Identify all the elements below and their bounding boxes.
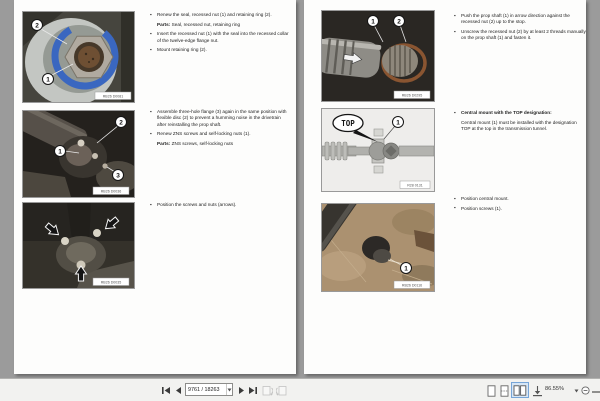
previous-page-button[interactable]	[173, 384, 183, 397]
photo-seal-retaining-ring	[23, 12, 134, 102]
svg-text:RB26 D0295: RB26 D0295	[401, 93, 423, 98]
previous-page-icon	[175, 386, 182, 395]
callout-number: 1	[58, 148, 62, 156]
callout-1	[393, 117, 404, 128]
callout-1	[55, 146, 66, 157]
instruction-text: Position the screws and nuts (arrows).	[157, 202, 237, 207]
photo-prop-shaft-push	[322, 11, 434, 101]
continuous-view-button[interactable]	[498, 384, 510, 397]
photo-central-mount	[322, 204, 434, 291]
callout-number: 1	[46, 76, 50, 84]
next-view-button[interactable]	[275, 384, 288, 397]
instruction-text: Mount retaining ring (2).	[157, 47, 207, 53]
figure-label	[400, 181, 430, 189]
callout-number: 2	[397, 18, 401, 26]
fit-page-icon	[532, 385, 543, 397]
instruction-block-1	[454, 13, 586, 45]
last-page-icon	[248, 386, 258, 395]
svg-text:RB26 D0036: RB26 D0036	[100, 189, 122, 194]
next-view-icon	[276, 385, 287, 396]
zoom-out-icon	[581, 386, 590, 395]
figure-label	[95, 92, 131, 100]
instruction-heading: Central mount with the TOP designation:	[461, 110, 552, 115]
callout-1	[401, 263, 412, 274]
list-item	[150, 31, 290, 44]
two-page-view-button[interactable]	[511, 382, 529, 398]
page-number-combo[interactable]	[185, 383, 233, 396]
next-page-button[interactable]	[236, 384, 246, 397]
zoom-percent-value[interactable]: 86.55%	[545, 386, 564, 392]
chevron-down-icon	[574, 389, 579, 393]
continuous-page-icon	[500, 385, 509, 397]
instruction-text: Renew the seal, recessed nut (1) and retaining ring (2).	[157, 12, 272, 17]
parts-text: Seal, recessed nut, retaining ring	[170, 21, 241, 27]
callout-number: 1	[371, 18, 375, 26]
two-page-icon	[513, 385, 527, 396]
zoom-out-button[interactable]	[580, 384, 591, 397]
instruction-text: Insert the recessed nut (1) with the seal into the recessed collar of the twelve-edge flange nut.	[157, 31, 289, 43]
list-item	[454, 13, 586, 26]
instruction-text: Unscrew the recessed nut (2) by at least 2 threads manually on the prop shaft (1) and fasten it.	[461, 29, 586, 41]
callout-number: 2	[35, 22, 39, 30]
parts-text: ZNS screws, self-locking nuts	[170, 141, 234, 146]
chevron-down-icon	[227, 388, 232, 392]
list-item	[150, 47, 290, 53]
instruction-text: Position screws (1).	[461, 205, 502, 211]
page-combo-dropdown[interactable]	[226, 384, 232, 395]
figure-label	[394, 281, 430, 289]
figure-label	[394, 91, 430, 99]
callout-number: 2	[119, 119, 123, 127]
top-designation-badge	[333, 115, 363, 132]
instruction-block-2	[150, 109, 290, 151]
list-item	[150, 131, 290, 137]
svg-text:RB26 D0035: RB26 D0035	[100, 280, 122, 285]
callout-number: 3	[116, 172, 120, 180]
photo-three-hole-flange	[23, 111, 134, 197]
callout-number: 1	[404, 265, 408, 273]
document-page-left	[14, 0, 296, 374]
figure-prop-shaft-push	[321, 10, 435, 102]
instruction-block-3	[454, 196, 586, 215]
figure-screws-nuts-arrows	[22, 202, 135, 289]
next-page-icon	[238, 386, 245, 395]
svg-text:RB26 D0081: RB26 D0081	[102, 94, 124, 99]
callout-number: 1	[396, 119, 400, 127]
first-page-icon	[161, 386, 171, 395]
callout-3	[113, 170, 124, 181]
parts-label: Parts:	[157, 21, 171, 27]
top-label: TOP	[341, 118, 355, 128]
last-page-button[interactable]	[246, 384, 259, 397]
single-page-view-button[interactable]	[485, 384, 497, 397]
drawing-central-mount-top	[322, 109, 434, 191]
instruction-block-3	[150, 202, 290, 212]
first-page-button[interactable]	[159, 384, 172, 397]
figure-label	[93, 278, 129, 286]
figure-seal-retaining-ring	[22, 11, 135, 103]
list-item	[454, 196, 586, 202]
document-page-right	[304, 0, 586, 374]
instruction-block-2	[454, 110, 586, 136]
parts-label: Parts:	[157, 141, 171, 146]
list-item	[150, 12, 290, 18]
single-page-icon	[487, 385, 496, 397]
instruction-text: Central mount (1) must be installed with the designation TOP at the top in the transmission tunnel.	[461, 119, 577, 131]
svg-text:R28 0131: R28 0131	[407, 183, 423, 188]
previous-view-button[interactable]	[261, 384, 274, 397]
photo-screws-nuts-arrows	[23, 203, 134, 288]
parts-line	[150, 22, 290, 28]
instruction-text: Renew ZNS screws and self-locking nuts (1).	[157, 131, 251, 137]
figure-central-mount-photo	[321, 203, 435, 292]
list-item	[150, 202, 290, 208]
list-item	[454, 29, 586, 42]
list-item	[454, 120, 586, 133]
zoom-slider[interactable]	[592, 391, 600, 393]
callout-1	[368, 16, 379, 27]
zoom-dropdown-button[interactable]	[572, 384, 580, 397]
parts-line	[150, 141, 290, 147]
callout-2	[32, 20, 43, 31]
page-number-input[interactable]	[186, 385, 226, 395]
fit-page-button[interactable]	[531, 384, 543, 397]
svg-text:RB26 D0116: RB26 D0116	[401, 283, 423, 288]
list-item	[454, 110, 586, 116]
viewer-toolbar	[0, 378, 600, 401]
callout-2	[116, 117, 127, 128]
instruction-text: Position central mount.	[461, 196, 509, 201]
callout-1	[43, 74, 54, 85]
instruction-block-1	[150, 12, 290, 57]
figure-three-hole-flange	[22, 110, 135, 198]
figure-label	[93, 187, 129, 195]
list-item	[454, 206, 586, 212]
figure-top-designation-drawing	[321, 108, 435, 192]
callout-2	[394, 16, 405, 27]
previous-view-icon	[262, 385, 273, 396]
list-item	[150, 109, 290, 128]
instruction-text: Assemble three-hole flange (3) again in the same position with flexible disc (2) to prevent a humming noise in the drivetrain after reinstalling the prop shaft.	[157, 109, 287, 127]
instruction-text: Push the prop shaft (1) in arrow direction against the recessed nut (2) up to the stop.	[461, 13, 570, 25]
